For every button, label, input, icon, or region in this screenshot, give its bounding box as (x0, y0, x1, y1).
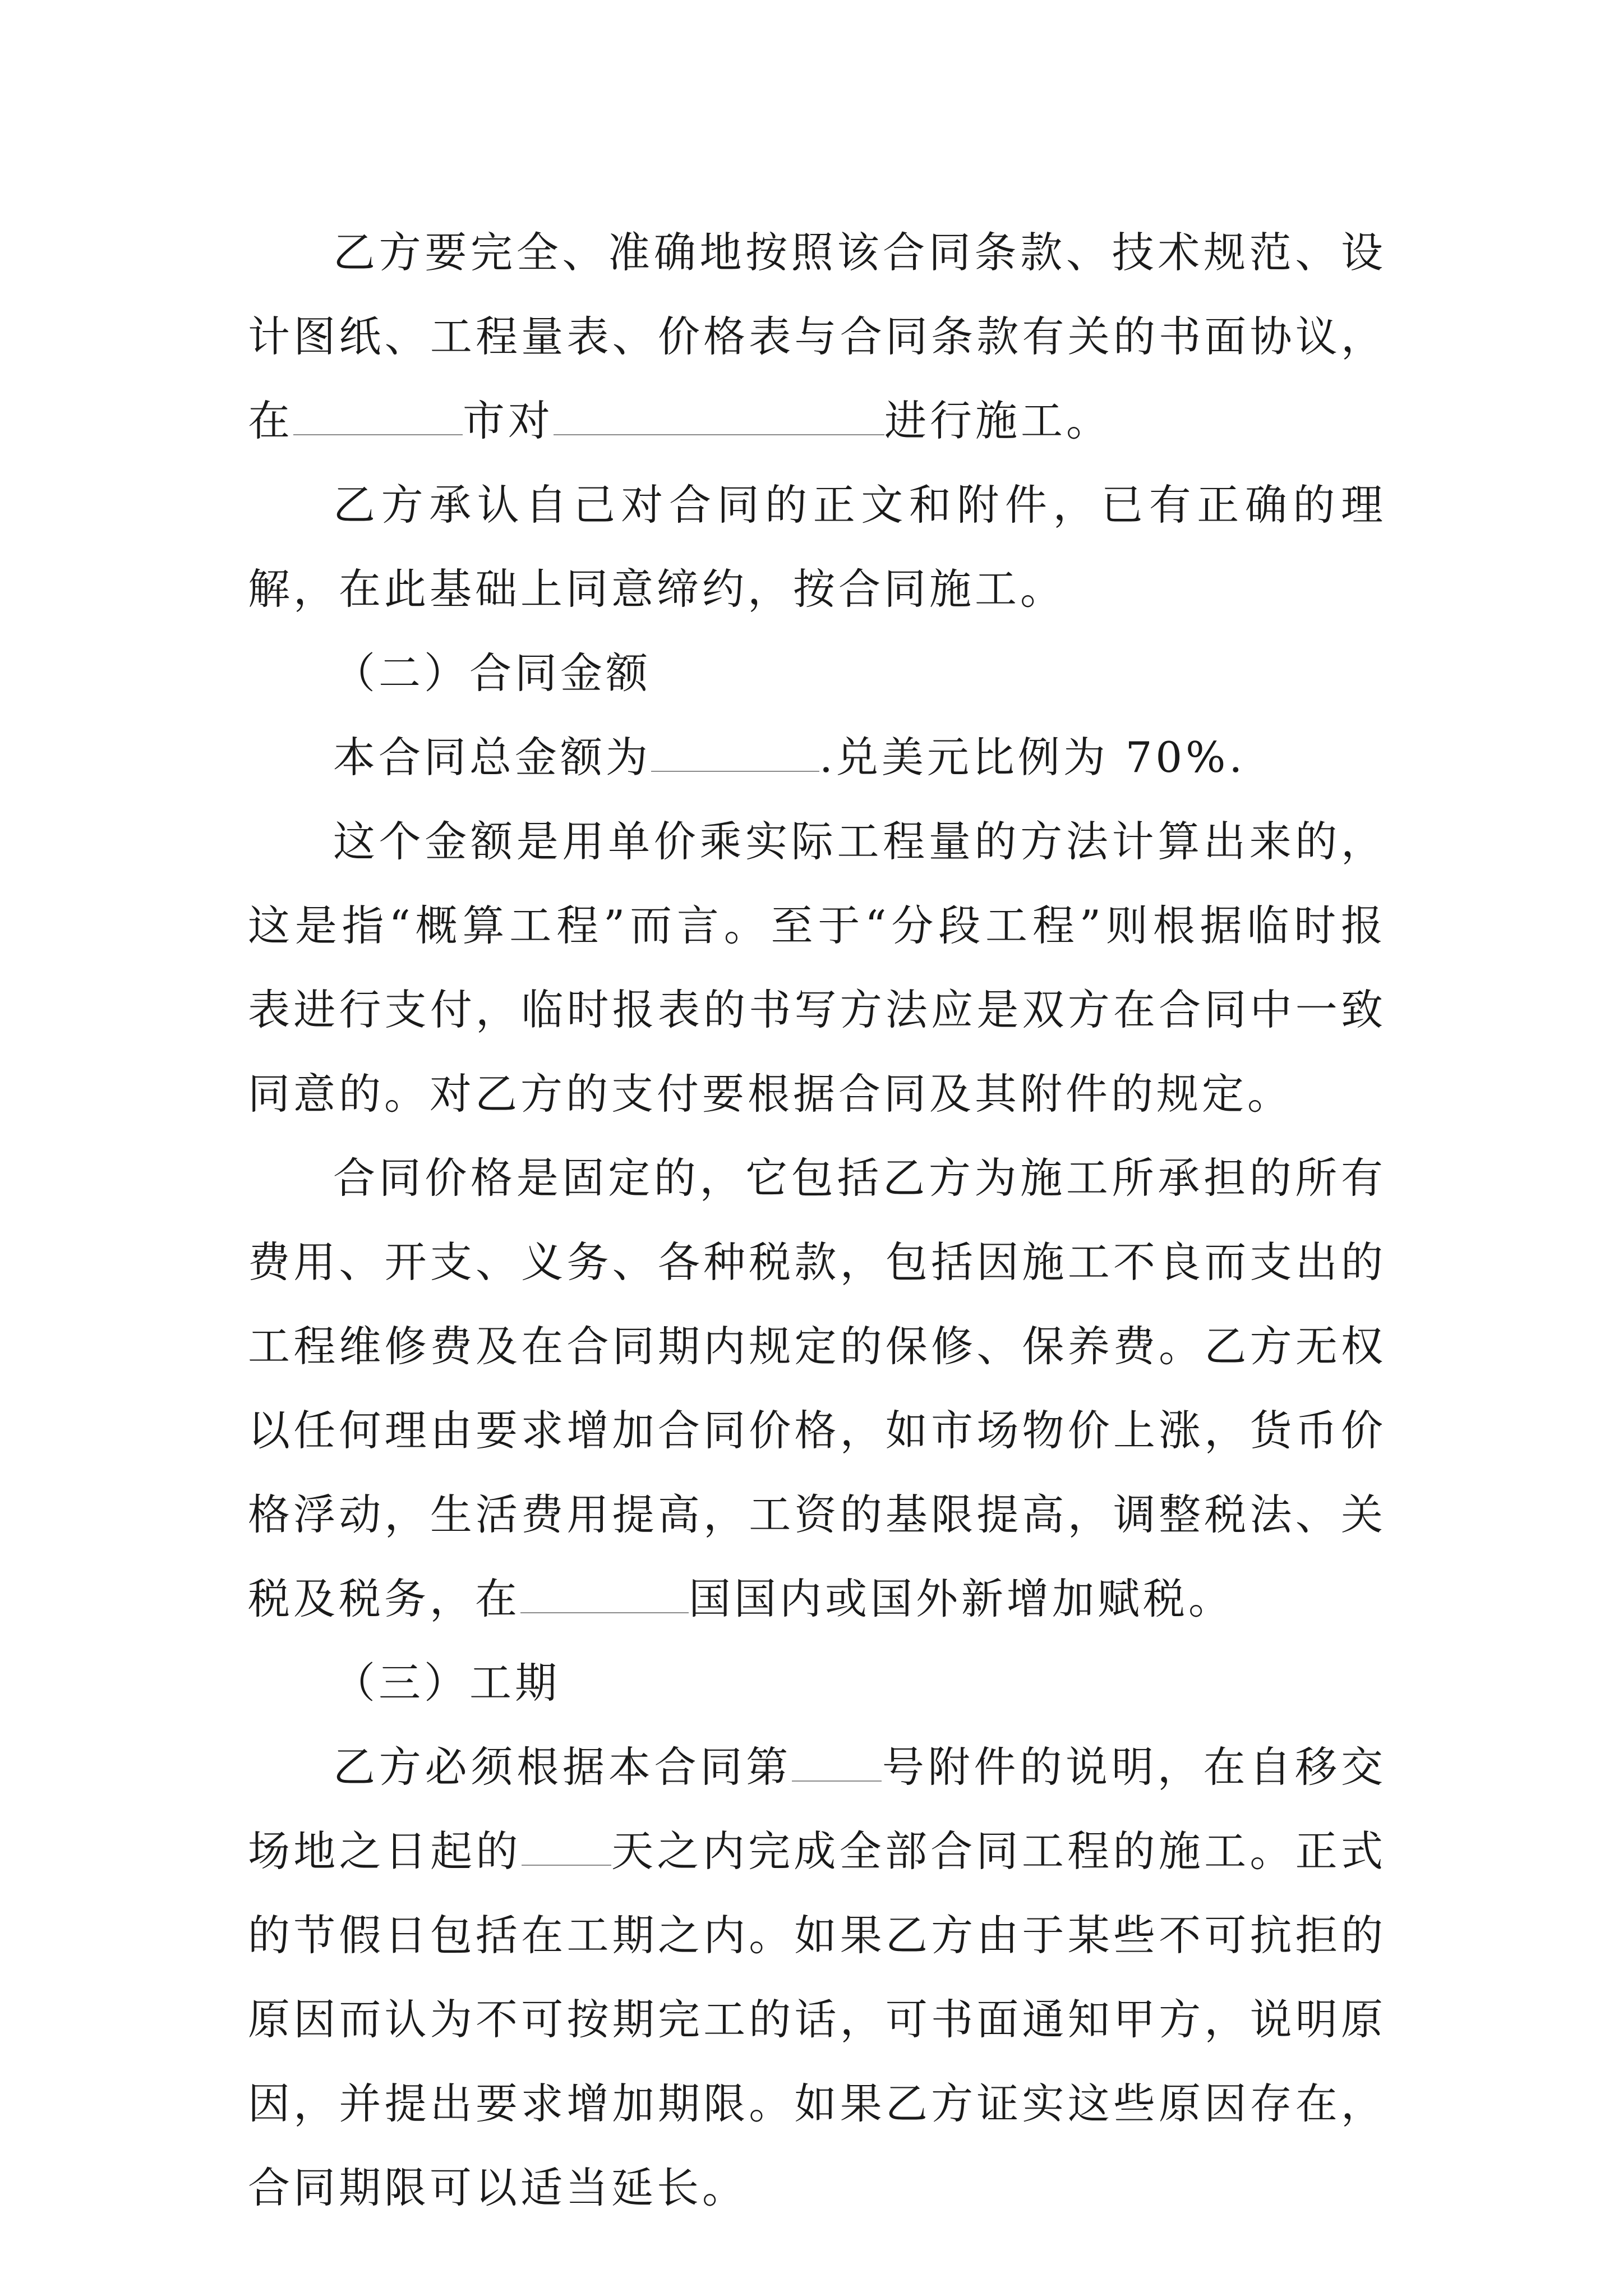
text-segment: 市对 (463, 396, 554, 445)
text-segment: .兑美元比例为 70%. (819, 733, 1246, 782)
paragraph-duration (248, 1725, 1386, 2230)
paragraph-amount-calculation: 这个金额是用单价乘实际工程量的方法计算出来的，这是指“概算工程”而言。至于“分段工程”则根据临时报表进行支付，临时报表的书写方法应是双方在合同中一致同意的。对乙方的支付要根据合同及其附件的规定。 (248, 817, 1386, 1119)
text-segment: 号附件的说明，在自移交场地之日起的 (248, 1742, 1386, 1876)
section-heading-contract-amount: （二）合同金额 (333, 648, 652, 698)
text-segment: 乙方要完全、准确地按照该合同条款、技术规范、设计图纸、工程量表、价格表与合同条款有关的书面协议，在 (248, 228, 1386, 445)
contract-body (248, 210, 1386, 2230)
paragraph-total-amount (248, 715, 1386, 799)
city-blank (293, 401, 463, 435)
text-segment: 合同价格是固定的，它包括乙方为施工所承担的所有费用、开支、义务、各种税款，包括因施工不良而支出的工程维修费及在合同期内规定的保修、保养费。乙方无权以任何理由要求增加合同价格，如市场物价上涨，货币价格浮动，生活费用提高，工资的基限提高，调整税法、关税及税务，在 (248, 1153, 1386, 1623)
annex-number-blank (792, 1747, 882, 1782)
text-segment: 国国内或国外新增加赋税。 (689, 1574, 1234, 1623)
paragraph-construction-scope (248, 210, 1386, 463)
days-blank (522, 1831, 611, 1866)
text-segment: 本合同总金额为 (333, 733, 652, 782)
project-blank (554, 401, 884, 435)
section-heading-duration: （三）工期 (333, 1658, 561, 1708)
amount-blank (651, 737, 819, 772)
country-blank (520, 1579, 689, 1613)
paragraph-fixed-price (248, 1136, 1386, 1641)
text-segment: 天之内完成全部合同工程的施工。正式的节假日包括在工期之内。如果乙方由于某些不可抗拒的原因而认为不可按期完工的话，可书面通知甲方，说明原因，并提出要求增加期限。如果乙方证实这些原因存在，合同期限可以适当延长。 (248, 1826, 1386, 2212)
text-segment: 乙方必须根据本合同第 (333, 1742, 792, 1792)
paragraph-acknowledgement: 乙方承认自己对合同的正文和附件，已有正确的理解，在此基础上同意缔约，按合同施工。 (248, 480, 1386, 614)
text-segment: 进行施工。 (884, 396, 1112, 445)
